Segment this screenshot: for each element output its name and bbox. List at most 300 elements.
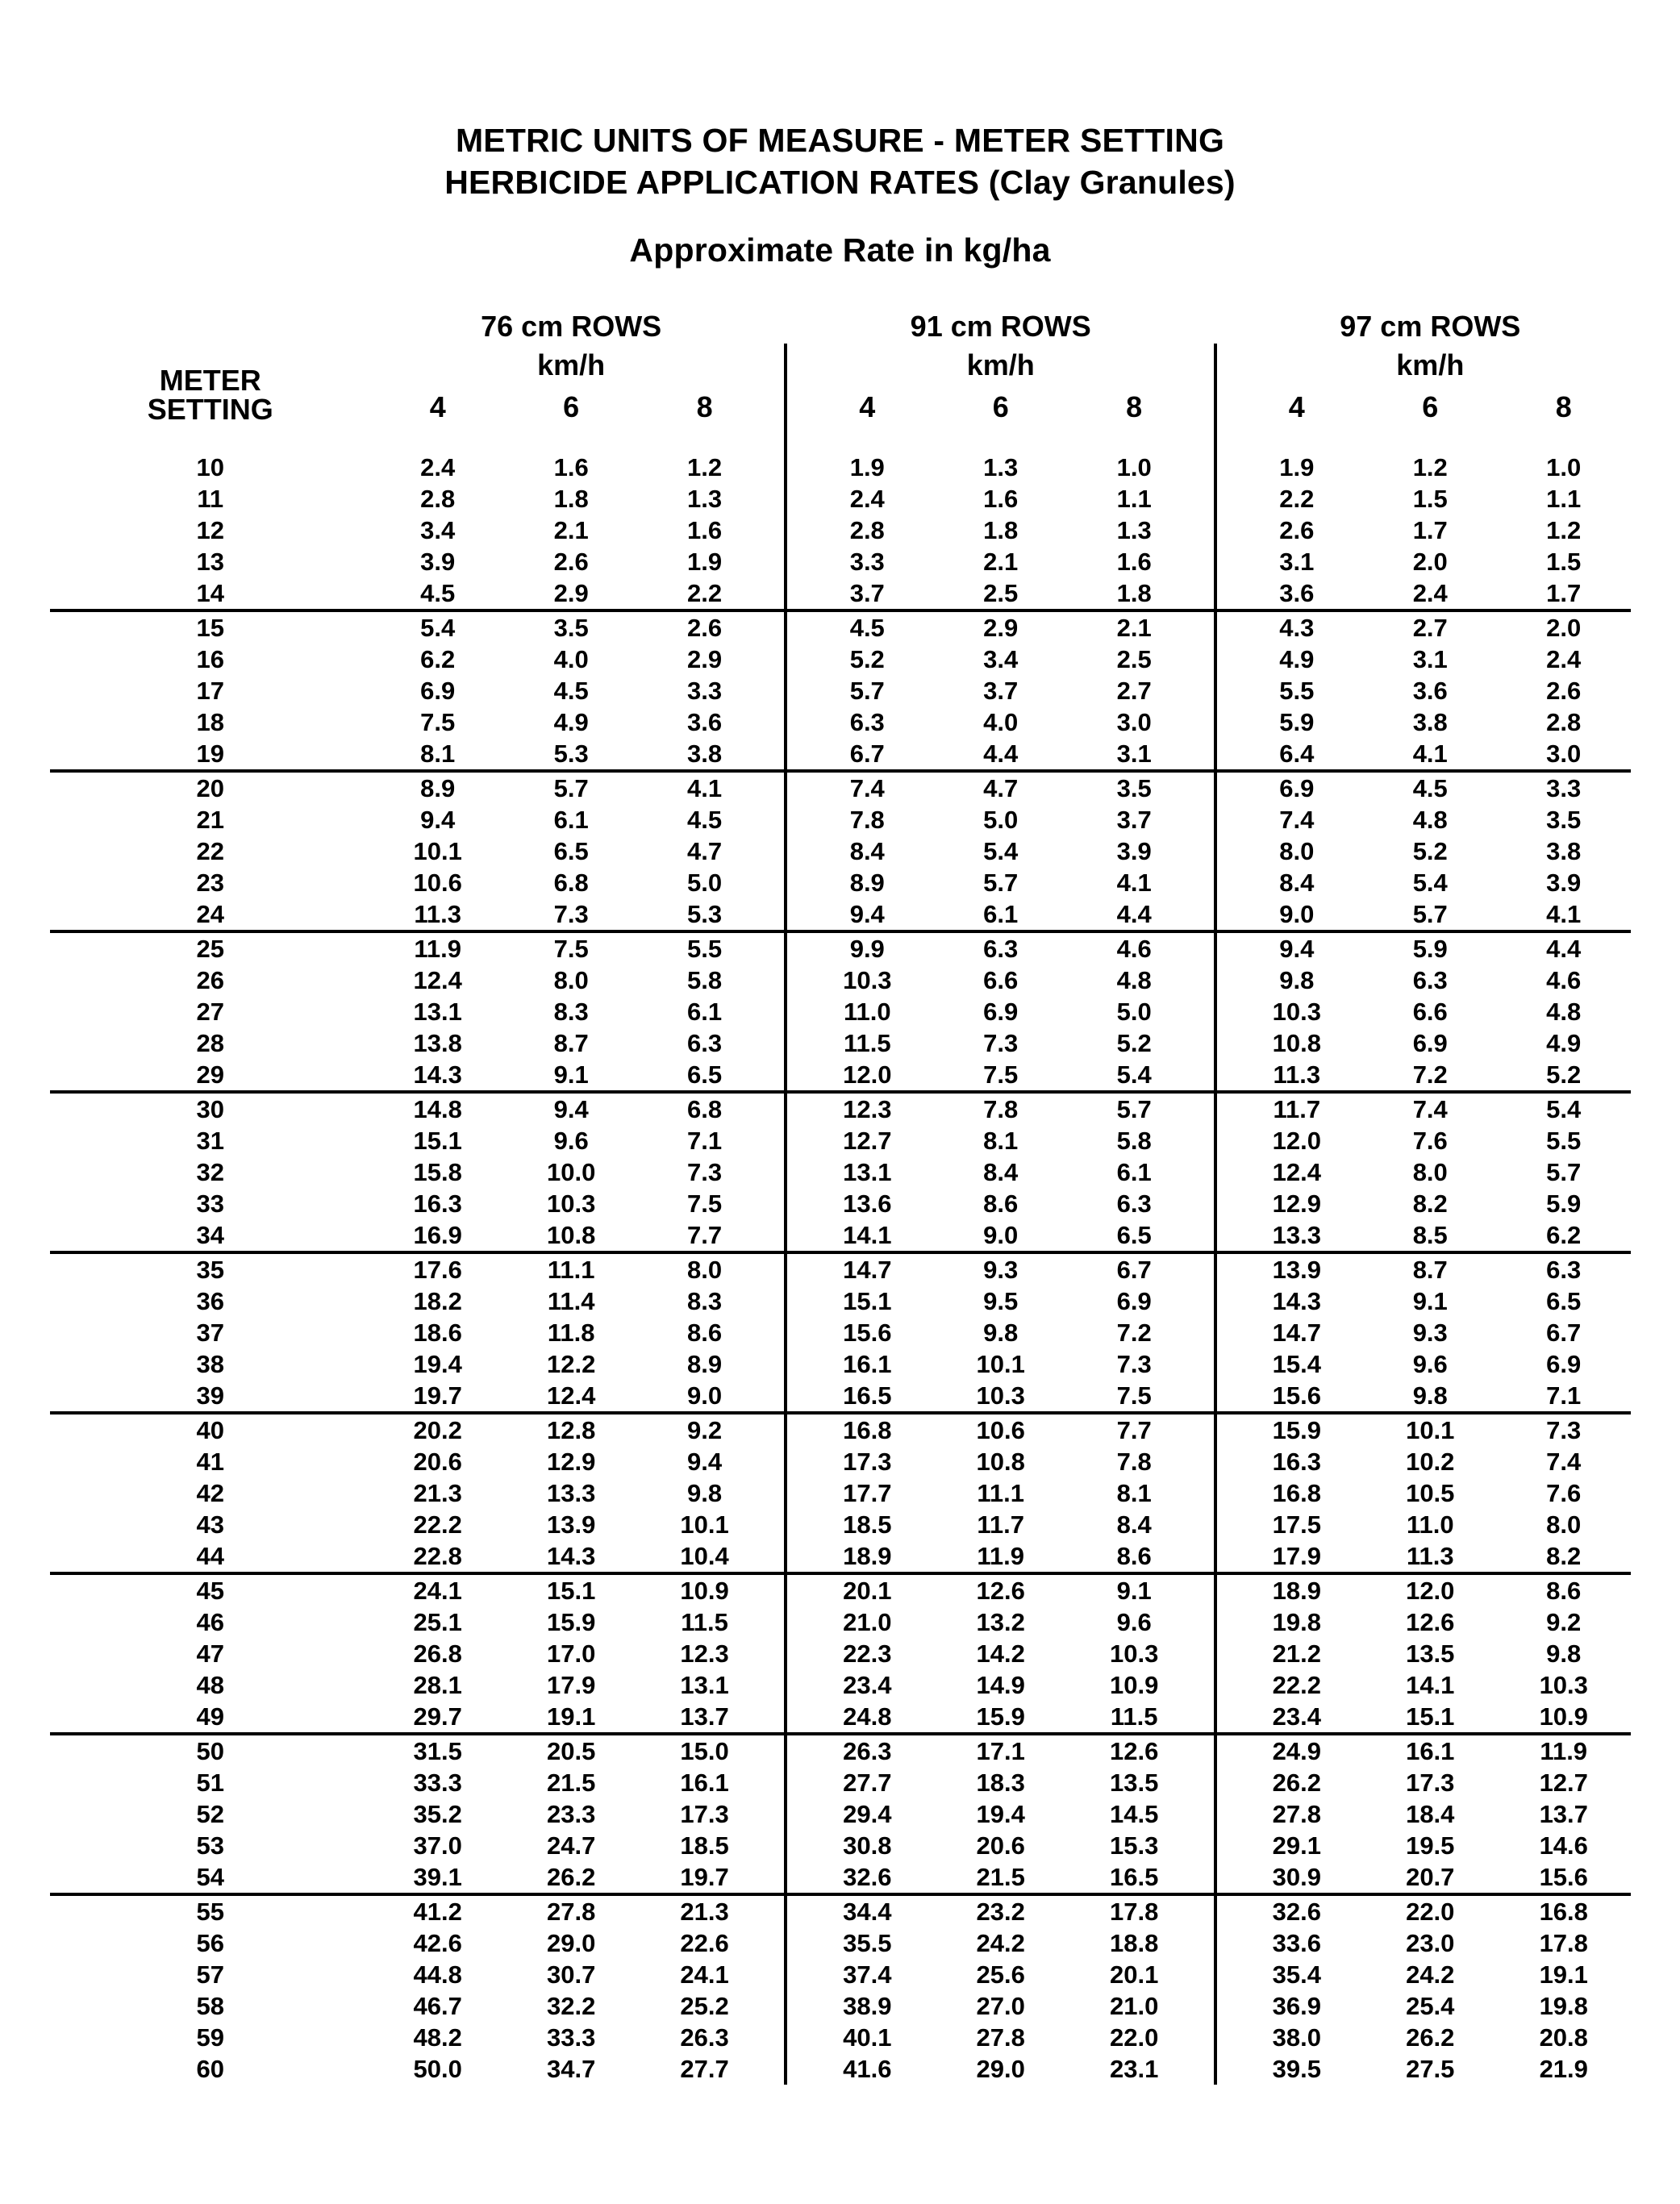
rate-cell: 18.9: [1272, 1577, 1321, 1606]
meter-setting-cell: 49: [50, 1701, 372, 1734]
meter-setting-cell: 58: [196, 1992, 224, 2021]
rate-cell: 14.6: [1539, 1831, 1588, 1860]
rate-cell: 4.8: [1412, 806, 1448, 835]
rate-cell: 6.3: [687, 1029, 723, 1058]
rate-cell: 4.6: [1116, 935, 1152, 964]
speed-91-8: 8: [1126, 390, 1143, 424]
meter-setting-cell: 19: [50, 738, 372, 771]
meter-setting-cell: 10: [196, 453, 224, 482]
rate-cell: 33.6: [1272, 1929, 1321, 1958]
rate-cell: 24.2: [1406, 1960, 1455, 1989]
rate-cell: 23.4: [1230, 1701, 1363, 1734]
rate-cell: 13.7: [1539, 1800, 1588, 1829]
rate-cell: 19.1: [1539, 1960, 1588, 1989]
table-row: [50, 1894, 1631, 1927]
rate-cell: 1.8: [1067, 577, 1200, 610]
rate-cell: 4.1: [1116, 869, 1152, 898]
rate-cell: 2.1: [553, 516, 589, 545]
rate-cell: 11.9: [1540, 1737, 1588, 1766]
group-heading-76: 76 cm ROWS: [481, 310, 662, 344]
table-row: [50, 1573, 1631, 1606]
table-row: [50, 1380, 1631, 1413]
group-unit-76: km/h: [537, 348, 606, 382]
rate-cell: 12.6: [1109, 1737, 1159, 1766]
rate-cell: 2.4: [420, 453, 456, 482]
rate-cell: 9.2: [687, 1416, 723, 1445]
rate-cell: 6.3: [983, 935, 1019, 964]
rate-cell: 10.4: [638, 1540, 771, 1573]
rate-cell: 12.4: [413, 966, 462, 995]
meter-setting-cell: 45: [196, 1577, 224, 1606]
rate-cell: 2.0: [1412, 548, 1448, 577]
rate-cell: 7.3: [983, 1029, 1019, 1058]
rate-cell: 10.1: [413, 837, 462, 866]
table-row: [50, 483, 1631, 515]
rate-cell: 6.7: [1546, 1319, 1582, 1348]
rate-cell: 13.9: [546, 1510, 596, 1539]
meter-setting-cell: 32: [196, 1158, 224, 1187]
rate-cell: 7.5: [420, 708, 456, 737]
table-row: [50, 2053, 1631, 2085]
rate-cell: 27.7: [680, 2055, 729, 2084]
table-row: [50, 1317, 1631, 1348]
rate-cell: 22.0: [1109, 2023, 1159, 2052]
header-corner-blank: [50, 302, 372, 344]
rate-cell: 18.9: [801, 1540, 934, 1573]
rate-cell: 5.0: [687, 869, 723, 898]
rate-cell: 2.1: [1116, 614, 1152, 643]
rate-cell: 20.1: [1109, 1960, 1159, 1989]
rate-cell: 20.8: [1539, 2023, 1588, 2052]
rate-cell: 12.9: [546, 1448, 596, 1477]
rate-cell: 23.4: [843, 1671, 892, 1700]
rate-cell: 4.5: [553, 677, 589, 706]
rate-cell: 15.6: [1497, 1861, 1631, 1894]
rate-cell: 12.0: [1406, 1577, 1455, 1606]
rate-cell: 6.3: [1116, 1189, 1152, 1219]
rate-cell: 11.7: [977, 1510, 1025, 1539]
rate-cell: 7.8: [1116, 1448, 1152, 1477]
rate-cell: 28.1: [413, 1671, 462, 1700]
rate-cell: 10.6: [976, 1416, 1025, 1445]
rate-cell: 8.7: [553, 1029, 589, 1058]
meter-setting-cell: 53: [196, 1831, 224, 1860]
rate-cell: 10.8: [1272, 1029, 1321, 1058]
rate-cell: 15.1: [413, 1127, 462, 1156]
rate-cell: 5.0: [1116, 998, 1152, 1027]
table-row: [50, 1959, 1631, 1990]
rate-cell: 1.0: [1116, 453, 1152, 482]
rate-cell: 7.3: [1116, 1350, 1152, 1379]
rate-cell: 42.6: [413, 1929, 462, 1958]
rate-cell: 8.1: [1116, 1479, 1152, 1508]
rate-cell: 1.5: [1412, 485, 1448, 514]
rate-cell: 27.5: [1406, 2055, 1455, 2084]
rate-cell: 24.7: [546, 1831, 596, 1860]
rate-cell: 10.9: [1497, 1701, 1631, 1734]
rate-cell: 36.9: [1272, 1992, 1321, 2021]
rate-cell: 1.3: [1116, 516, 1152, 545]
rate-cell: 32.6: [1272, 1898, 1321, 1927]
meter-setting-cell: 25: [196, 935, 224, 964]
rate-cell: 31.5: [413, 1737, 462, 1766]
rate-cell: 33.3: [413, 1769, 462, 1798]
rate-cell: 3.1: [1067, 738, 1200, 771]
rate-cell: 8.3: [687, 1287, 723, 1316]
rate-cell: 29.0: [976, 2055, 1025, 2084]
rate-cell: 3.0: [1116, 708, 1152, 737]
table-row: [50, 1830, 1631, 1861]
rate-cell: 6.7: [801, 738, 934, 771]
rate-cell: 29.7: [371, 1701, 504, 1734]
rate-cell: 6.6: [1412, 998, 1448, 1027]
rate-cell: 5.3: [504, 738, 637, 771]
rate-cell: 17.1: [976, 1737, 1025, 1766]
rate-cell: 15.1: [1364, 1701, 1497, 1734]
meter-setting-cell: 43: [196, 1510, 224, 1539]
rate-cell: 5.9: [1412, 935, 1448, 964]
table-row: [50, 996, 1631, 1027]
rate-cell: 12.9: [1272, 1189, 1321, 1219]
meter-setting-cell: 60: [196, 2055, 224, 2084]
rate-cell: 16.3: [1272, 1448, 1321, 1477]
rate-cell: 15.8: [413, 1158, 462, 1187]
table-head: [50, 302, 1631, 452]
rate-cell: 15.0: [680, 1737, 729, 1766]
rate-cell: 18.4: [1406, 1800, 1455, 1829]
group-heading-97: 97 cm ROWS: [1340, 310, 1521, 344]
meter-setting-cell: 23: [196, 869, 224, 898]
rate-cell: 25.6: [976, 1960, 1025, 1989]
rate-cell: 2.8: [1546, 708, 1582, 737]
rate-cell: 8.2: [1497, 1540, 1631, 1573]
rate-cell: 10.1: [976, 1350, 1025, 1379]
rate-cell: 32.6: [801, 1861, 934, 1894]
rate-cell: 9.4: [420, 806, 456, 835]
rate-cell: 10.9: [1109, 1671, 1159, 1700]
rate-cell: 20.2: [413, 1416, 462, 1445]
rate-cell: 14.2: [976, 1639, 1025, 1669]
rate-cell: 12.2: [546, 1350, 596, 1379]
table-row: [50, 1638, 1631, 1669]
rate-cell: 6.9: [1546, 1350, 1582, 1379]
table-row: [50, 1125, 1631, 1156]
rate-cell: 39.1: [371, 1861, 504, 1894]
table-row: [50, 1927, 1631, 1959]
rate-cell: 5.5: [1546, 1127, 1582, 1156]
rate-cell: 7.3: [504, 898, 637, 931]
rate-cell: 6.7: [1116, 1256, 1152, 1285]
rate-cell: 1.9: [849, 453, 885, 482]
rate-cell: 8.0: [1546, 1510, 1582, 1539]
rate-cell: 12.7: [1539, 1769, 1588, 1798]
table-row: [50, 546, 1631, 577]
rate-cell: 16.5: [1067, 1861, 1200, 1894]
rate-cell: 3.3: [687, 677, 723, 706]
rate-cell: 8.4: [1279, 869, 1315, 898]
column-group-divider-1: [784, 344, 787, 2085]
rate-cell: 19.4: [413, 1350, 462, 1379]
rate-cell: 5.4: [1412, 869, 1448, 898]
rate-cell: 17.8: [1539, 1929, 1588, 1958]
rate-cell: 8.4: [1116, 1510, 1152, 1539]
rate-cell: 1.2: [1546, 516, 1582, 545]
rate-cell: 6.2: [420, 645, 456, 674]
rate-cell: 1.8: [983, 516, 1019, 545]
rate-cell: 17.6: [413, 1256, 462, 1285]
rate-cell: 11.9: [414, 935, 462, 964]
rate-cell: 8.6: [1546, 1577, 1582, 1606]
rate-cell: 7.6: [1412, 1127, 1448, 1156]
rate-cell: 16.5: [801, 1380, 934, 1413]
table-row: [50, 965, 1631, 996]
rates-table-container: [50, 302, 1631, 2085]
rate-cell: 20.7: [1364, 1861, 1497, 1894]
table-row: [50, 1798, 1631, 1830]
rate-cell: 8.6: [687, 1319, 723, 1348]
rate-cell: 13.1: [843, 1158, 892, 1187]
rate-cell: 14.3: [1272, 1287, 1321, 1316]
rate-cell: 4.5: [1412, 774, 1448, 803]
rate-cell: 21.9: [1539, 2055, 1588, 2084]
rate-cell: 35.4: [1272, 1960, 1321, 1989]
rate-cell: 6.3: [1546, 1256, 1582, 1285]
rate-cell: 6.2: [1497, 1219, 1631, 1252]
table-row: [50, 1156, 1631, 1188]
rate-cell: 11.4: [547, 1287, 595, 1316]
rate-cell: 13.6: [843, 1189, 892, 1219]
rate-cell: 14.5: [1109, 1800, 1159, 1829]
rate-cell: 8.1: [371, 738, 504, 771]
meter-setting-cell: 47: [196, 1639, 224, 1669]
rate-cell: 9.3: [1412, 1319, 1448, 1348]
table-row: [50, 1701, 1631, 1734]
meter-setting-cell: 59: [196, 2023, 224, 2052]
rate-cell: 2.6: [553, 548, 589, 577]
rate-cell: 11.9: [934, 1540, 1067, 1573]
meter-setting-cell: 20: [196, 774, 224, 803]
rate-cell: 19.7: [638, 1861, 771, 1894]
rate-cell: 3.7: [801, 577, 934, 610]
rate-cell: 8.6: [1067, 1540, 1200, 1573]
rate-cell: 44.8: [413, 1960, 462, 1989]
rate-cell: 7.5: [934, 1059, 1067, 1092]
meter-setting-cell: 48: [196, 1671, 224, 1700]
rate-cell: 13.5: [1109, 1769, 1159, 1798]
rate-cell: 9.4: [553, 1095, 589, 1124]
rate-cell: 5.4: [983, 837, 1019, 866]
meter-setting-cell: 14: [50, 577, 372, 610]
rate-cell: 20.5: [546, 1737, 596, 1766]
rate-cell: 9.8: [1364, 1380, 1497, 1413]
rate-cell: 5.4: [1546, 1095, 1582, 1124]
table-row: [50, 1252, 1631, 1285]
speed-76-8: 8: [696, 390, 713, 424]
rate-cell: 11.0: [1406, 1510, 1454, 1539]
rate-cell: 12.7: [843, 1127, 892, 1156]
rate-cell: 11.5: [843, 1029, 891, 1058]
rate-cell: 3.7: [983, 677, 1019, 706]
rate-cell: 34.4: [843, 1898, 892, 1927]
table-row: [50, 1446, 1631, 1477]
rate-cell: 5.9: [1279, 708, 1315, 737]
rate-cell: 2.6: [687, 614, 723, 643]
rate-cell: 4.9: [553, 708, 589, 737]
rate-cell: 6.1: [934, 898, 1067, 931]
rate-cell: 15.9: [1272, 1416, 1321, 1445]
rate-cell: 22.0: [1406, 1898, 1455, 1927]
rate-cell: 40.1: [843, 2023, 892, 2052]
rate-cell: 8.5: [1364, 1219, 1497, 1252]
rate-cell: 4.6: [1546, 966, 1582, 995]
rate-cell: 7.2: [1116, 1319, 1152, 1348]
rate-cell: 8.4: [983, 1158, 1019, 1187]
rate-cell: 2.6: [1279, 516, 1315, 545]
rate-cell: 9.6: [553, 1127, 589, 1156]
rate-cell: 7.6: [1546, 1479, 1582, 1508]
rate-cell: 9.8: [1279, 966, 1315, 995]
rate-cell: 10.3: [1272, 998, 1321, 1027]
table-row: [50, 1348, 1631, 1380]
rate-cell: 24.9: [1272, 1737, 1321, 1766]
rate-cell: 7.1: [687, 1127, 723, 1156]
rate-cell: 19.5: [1406, 1831, 1455, 1860]
rate-cell: 10.9: [680, 1577, 729, 1606]
rate-cell: 17.3: [1406, 1769, 1455, 1798]
column-group-divider-2: [1214, 344, 1217, 2085]
rate-cell: 3.6: [1412, 677, 1448, 706]
rate-cell: 12.6: [976, 1577, 1025, 1606]
rate-cell: 22.3: [843, 1639, 892, 1669]
rate-cell: 38.9: [843, 1992, 892, 2021]
rate-cell: 1.0: [1546, 453, 1582, 482]
rate-cell: 3.5: [1116, 774, 1152, 803]
rate-cell: 7.4: [849, 774, 885, 803]
rate-cell: 11.1: [547, 1256, 595, 1285]
rate-cell: 1.7: [1497, 577, 1631, 610]
rate-cell: 10.8: [504, 1219, 637, 1252]
meter-setting-cell: 34: [50, 1219, 372, 1252]
header-row-units: [50, 344, 1631, 382]
rate-cell: 19.8: [1272, 1608, 1321, 1637]
meter-setting-cell: 17: [196, 677, 224, 706]
rate-cell: 12.6: [1406, 1608, 1455, 1637]
rate-cell: 7.5: [687, 1189, 723, 1219]
rate-cell: 29.4: [843, 1800, 892, 1829]
rate-cell: 5.4: [1067, 1059, 1200, 1092]
rate-cell: 8.6: [983, 1189, 1019, 1219]
rate-cell: 9.5: [983, 1287, 1019, 1316]
rate-cell: 5.7: [983, 869, 1019, 898]
meter-setting-cell: 27: [196, 998, 224, 1027]
table-row: [50, 867, 1631, 898]
meter-setting-cell: 28: [196, 1029, 224, 1058]
rate-cell: 8.9: [849, 869, 885, 898]
rate-cell: 6.1: [687, 998, 723, 1027]
rate-cell: 13.9: [1272, 1256, 1321, 1285]
rate-cell: 21.3: [413, 1479, 462, 1508]
rate-cell: 15.1: [546, 1577, 596, 1606]
rate-cell: 2.2: [1279, 485, 1315, 514]
rate-cell: 21.5: [934, 1861, 1067, 1894]
rate-cell: 30.8: [843, 1831, 892, 1860]
rate-cell: 50.0: [413, 2055, 462, 2084]
rate-cell: 2.6: [1546, 677, 1582, 706]
rate-cell: 6.8: [553, 869, 589, 898]
rate-cell: 16.1: [680, 1769, 729, 1798]
rate-cell: 6.1: [553, 806, 589, 835]
rate-cell: 5.8: [1116, 1127, 1152, 1156]
meter-setting-cell: 56: [196, 1929, 224, 1958]
rate-cell: 1.1: [1116, 485, 1152, 514]
rate-cell: 3.8: [1412, 708, 1448, 737]
rate-cell: 14.8: [413, 1095, 462, 1124]
rate-cell: 27.8: [546, 1898, 596, 1927]
rate-cell: 2.8: [849, 516, 885, 545]
rate-cell: 3.6: [687, 708, 723, 737]
rate-cell: 1.2: [1412, 453, 1448, 482]
rate-cell: 4.8: [1546, 998, 1582, 1027]
group-unit-91: km/h: [966, 348, 1035, 382]
rate-cell: 35.2: [413, 1800, 462, 1829]
header-body-spacer: [50, 424, 1631, 452]
rate-cell: 1.2: [687, 453, 723, 482]
meter-setting-cell: 24: [50, 898, 372, 931]
rate-cell: 10.8: [976, 1448, 1025, 1477]
rate-cell: 15.9: [934, 1701, 1067, 1734]
rate-cell: 4.1: [687, 774, 723, 803]
rate-cell: 3.9: [420, 548, 456, 577]
meter-setting-cell: 44: [50, 1540, 372, 1573]
rate-cell: 1.9: [687, 548, 723, 577]
rate-cell: 7.2: [1364, 1059, 1497, 1092]
rate-cell: 7.4: [1546, 1448, 1582, 1477]
meter-setting-cell: 50: [196, 1737, 224, 1766]
rate-cell: 11.3: [1364, 1540, 1497, 1573]
rate-cell: 24.1: [680, 1960, 729, 1989]
rate-cell: 19.7: [371, 1380, 504, 1413]
group-unit-97: km/h: [1396, 348, 1465, 382]
rate-cell: 6.9: [1279, 774, 1315, 803]
meter-label-line-2: SETTING: [147, 393, 273, 427]
rate-cell: 30.7: [546, 1960, 596, 1989]
rate-cell: 13.5: [1406, 1639, 1455, 1669]
rate-cell: 21.0: [1109, 1992, 1159, 2021]
speed-97-6: 6: [1422, 390, 1439, 424]
rate-cell: 9.4: [801, 898, 934, 931]
rate-cell: 13.1: [680, 1671, 729, 1700]
rate-cell: 4.5: [849, 614, 885, 643]
rate-cell: 7.8: [849, 806, 885, 835]
rate-cell: 21.5: [546, 1769, 596, 1798]
rate-cell: 3.3: [1546, 774, 1582, 803]
meter-setting-cell: 39: [50, 1380, 372, 1413]
rate-cell: 1.3: [983, 453, 1019, 482]
rate-cell: 10.6: [413, 869, 462, 898]
rate-cell: 4.4: [1067, 898, 1200, 931]
rate-cell: 6.4: [1230, 738, 1363, 771]
rate-cell: 37.4: [843, 1960, 892, 1989]
rate-cell: 4.4: [934, 738, 1067, 771]
rate-cell: 7.1: [1497, 1380, 1631, 1413]
rate-cell: 25.1: [413, 1608, 462, 1637]
table-row: [50, 1734, 1631, 1767]
rate-cell: 7.3: [687, 1158, 723, 1187]
rate-cell: 11.3: [1230, 1059, 1363, 1092]
rate-cell: 12.0: [1272, 1127, 1321, 1156]
rate-cell: 6.9: [420, 677, 456, 706]
rate-cell: 3.8: [1546, 837, 1582, 866]
